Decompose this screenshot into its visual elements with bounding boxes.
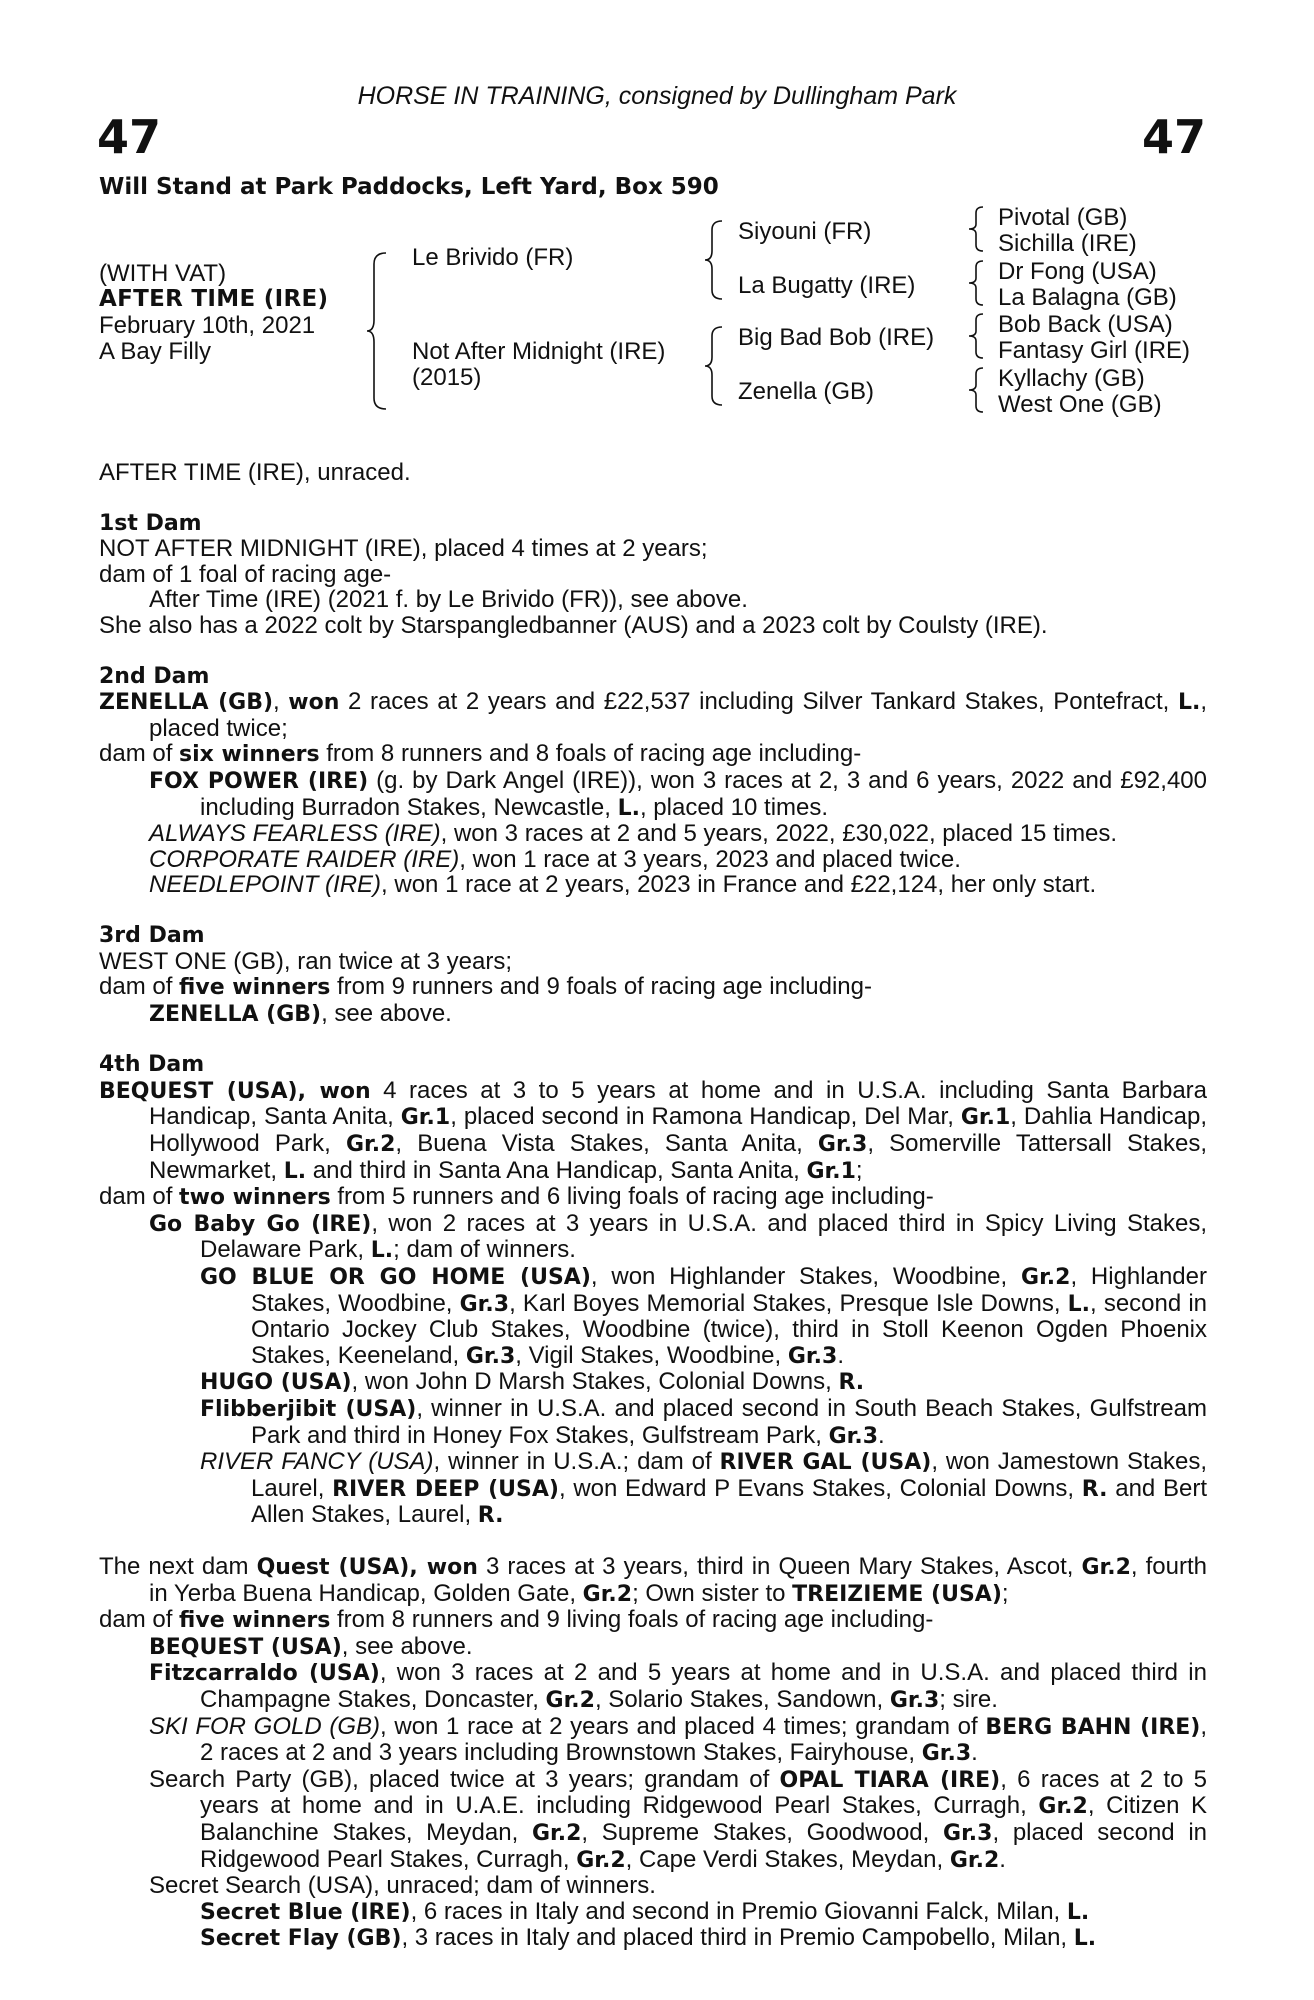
listed-label: L. <box>370 1238 394 1264</box>
record-text: , Solario Stakes, Sandown, <box>594 1685 884 1713</box>
listed-label: L. <box>1067 1291 1091 1317</box>
progeny-name: RIVER GAL (USA) <box>719 1450 932 1476</box>
next-dam-produce <box>99 1607 1207 1634</box>
dam-name: Not After Midnight (IRE) <box>412 338 666 365</box>
progeny-name: RIVER FANCY (USA) <box>200 1448 434 1476</box>
progeny-entry <box>99 847 1207 873</box>
progeny-entry <box>99 1369 1207 1396</box>
grade-label: Gr.1 <box>400 1105 451 1131</box>
winners-count: two winners <box>179 1185 331 1211</box>
record-text: dam of <box>99 1606 173 1634</box>
record-text: and third in Santa Ana Handicap, Santa Anita, <box>312 1156 800 1184</box>
pedigree-brace-dam <box>704 326 726 406</box>
won-label: , won <box>409 1554 478 1580</box>
progeny-name: NEEDLEPOINT (IRE) <box>149 871 382 899</box>
grade-label: Gr.1 <box>960 1105 1011 1131</box>
horse-name: AFTER TIME (IRE) <box>99 286 329 312</box>
record-text: , Cape Verdi Stakes, Meydan, <box>625 1845 944 1873</box>
record-text: , won 3 races at 2 and 5 years, 2022, £30,022, placed 15 times. <box>440 820 1118 848</box>
progeny-name: SKI FOR GOLD (GB) <box>149 1712 381 1740</box>
fourth-dam-name: BEQUEST (USA) <box>99 1078 298 1104</box>
winners-count: six winners <box>179 742 320 768</box>
progeny-name: HUGO (USA) <box>200 1370 352 1396</box>
restricted-label: R. <box>838 1370 865 1396</box>
grade-label: Gr.2 <box>949 1847 1000 1873</box>
horse-dob: February 10th, 2021 <box>99 312 316 339</box>
record-text: , second in Ontario Jockey Club Stakes, Woodbine (twice), third in Stoll Keenon Ogden Phoenix Stakes, Keeneland, <box>251 1289 1208 1369</box>
record-text: 4 races at 3 to 5 years at home and in U.S.A. including Santa Barbara Handicap, Santa Anita, <box>149 1076 1208 1131</box>
progeny-entry <box>99 1211 1207 1264</box>
ancestor-1: Pivotal (GB) <box>998 204 1128 231</box>
lot-number-left: 47 <box>97 110 162 164</box>
record-text: , fourth in Yerba Buena Handicap, Golden Gate, <box>149 1552 1207 1607</box>
pedigree-brace-main <box>366 252 390 410</box>
grade-label: Gr.2 <box>531 1820 582 1846</box>
record-text: 2 races at 2 years and £22,537 including Silver Tankard Stakes, Pontefract, <box>348 688 1170 716</box>
page-header-title: HORSE IN TRAINING, consigned by Dullingham Park <box>357 82 957 110</box>
progeny-entry <box>99 1899 1207 1926</box>
third-dam-record: WEST ONE (GB), ran twice at 3 years; <box>99 947 512 975</box>
grade-label: Gr.3 <box>943 1820 993 1846</box>
record-text: , Vigil Stakes, Woodbine, <box>515 1341 782 1369</box>
dam-dam-name: Zenella (GB) <box>738 378 875 405</box>
progeny-name: GO BLUE OR GO HOME (USA) <box>200 1265 591 1291</box>
progeny-entry <box>99 1660 1207 1713</box>
sister-name: TREIZIEME (USA) <box>792 1581 1002 1607</box>
record-text: , placed second in Ridgewood Pearl Stakes, Curragh, <box>200 1818 1208 1873</box>
sire-name: Le Brivido (FR) <box>412 244 574 271</box>
record-text: , won Edward P Evans Stakes, Colonial Downs, <box>558 1474 1075 1502</box>
third-dam-produce <box>99 974 1207 1001</box>
record-text: , 2 races at 2 and 3 years including Brownstown Stakes, Fairyhouse, <box>200 1712 1208 1767</box>
progeny-entry <box>99 1396 1207 1449</box>
record-text: , 3 races in Italy and placed third in Premio Campobello, Milan, <box>401 1924 1068 1952</box>
ancestor-3: Dr Fong (USA) <box>998 258 1157 285</box>
record-text: Search Party (GB), placed twice at 3 years; grandam of <box>149 1765 770 1793</box>
lot-number-right: 47 <box>1141 110 1206 164</box>
fourth-dam-heading: 4th Dam <box>99 1052 205 1078</box>
record-text: from 8 runners and 8 foals of racing age including- <box>326 740 862 768</box>
progeny-name: BERG BAHN (IRE) <box>985 1714 1201 1740</box>
record-text: , Supreme Stakes, Goodwood, <box>581 1818 930 1846</box>
record-text: , won Jamestown Stakes, Laurel, <box>251 1448 1208 1502</box>
record-text: , won 1 race at 2 years, 2023 in France and £22,124, her only start. <box>381 871 1097 899</box>
record-text: , placed twice; <box>149 688 1207 742</box>
record-text: , Dahlia Handicap, Hollywood Park, <box>149 1103 1208 1158</box>
horse-description: A Bay Filly <box>99 338 212 365</box>
stand-location: Will Stand at Park Paddocks, Left Yard, Box 590 <box>99 174 719 200</box>
pedigree-brace-g2 <box>968 260 986 306</box>
listed-label: L. <box>1066 1899 1090 1925</box>
record-text: . <box>971 1739 978 1767</box>
ancestor-8: West One (GB) <box>998 391 1162 418</box>
record-text: . <box>999 1845 1006 1873</box>
progeny-name: RIVER DEEP (USA) <box>332 1476 559 1502</box>
record-text: , won 1 race at 3 years, 2023 and placed twice. <box>459 845 961 873</box>
record-text: , Citizen K Balanchine Stakes, Meydan, <box>200 1792 1208 1846</box>
fourth-dam-record <box>99 1078 1207 1184</box>
next-dam-record <box>99 1554 1207 1607</box>
record-text: The next dam <box>99 1552 249 1580</box>
dam-sire-name: Big Bad Bob (IRE) <box>738 324 935 351</box>
progeny-name: Secret Blue (IRE) <box>200 1899 411 1925</box>
record-text: ; sire. <box>939 1685 998 1713</box>
progeny-name: ZENELLA (GB) <box>149 1001 322 1027</box>
record-text: from 9 runners and 9 foals of racing age including- <box>337 973 872 1001</box>
progeny-entry <box>99 1001 1207 1028</box>
progeny-name: BEQUEST (USA) <box>149 1634 342 1660</box>
progeny-name: Fitzcarraldo (USA) <box>149 1661 380 1687</box>
record-text: , Highlander Stakes, Woodbine, <box>251 1263 1207 1317</box>
listed-label: L. <box>1177 690 1201 716</box>
won-label: won <box>288 690 340 716</box>
progeny-entry <box>99 821 1207 847</box>
sire-dam-name: La Bugatty (IRE) <box>738 272 916 299</box>
record-text: ; dam of winners. <box>393 1236 576 1264</box>
pedigree-notes <box>99 460 1207 1952</box>
record-text: , won 3 races at 2 and 5 years at home and in U.S.A. and placed third in Champagne Stakes, Doncaster, <box>200 1659 1207 1713</box>
record-text: , placed 10 times. <box>639 793 829 821</box>
ancestor-6: Fantasy Girl (IRE) <box>998 337 1191 364</box>
progeny-entry <box>99 1634 1207 1661</box>
race-record-summary: AFTER TIME (IRE), unraced. <box>99 459 411 486</box>
grade-label: Gr.1 <box>806 1158 856 1184</box>
pedigree-brace-g1 <box>968 206 986 252</box>
progeny-entry <box>99 1714 1207 1767</box>
progeny-entry: Secret Search (USA), unraced; dam of winners. <box>149 1872 656 1900</box>
progeny-name: CORPORATE RAIDER (IRE) <box>149 845 460 873</box>
record-text: , see above. <box>321 999 452 1027</box>
first-dam-foals: dam of 1 foal of racing age- <box>99 560 392 588</box>
record-text: ; Own sister to <box>632 1579 786 1607</box>
record-text: , winner in U.S.A.; dam of <box>433 1448 712 1476</box>
grade-label: Gr.3 <box>889 1687 940 1713</box>
record-text: , won John D Marsh Stakes, Colonial Downs, <box>351 1368 832 1396</box>
won-label: , won <box>297 1078 371 1104</box>
record-text: (g. by Dark Angel (IRE)), won 3 races at 2, 3 and 6 years, 2022 and £92,400 including Burradon Stakes, Newcastle, <box>200 766 1207 821</box>
winners-count: five winners <box>179 975 331 1001</box>
record-text: ; <box>855 1156 863 1184</box>
progeny-entry <box>99 1767 1207 1873</box>
fourth-dam-produce <box>99 1184 1207 1211</box>
listed-label: L. <box>1073 1926 1097 1952</box>
first-dam-heading: 1st Dam <box>99 510 202 536</box>
progeny-entry <box>99 1264 1207 1369</box>
restricted-label: R. <box>1081 1476 1108 1502</box>
progeny-name: Secret Flay (GB) <box>200 1926 402 1952</box>
second-dam-produce <box>99 741 1207 768</box>
progeny-name: FOX POWER (IRE) <box>149 768 369 794</box>
record-text: , Somerville Tattersall Stakes, Newmarket, <box>149 1130 1208 1184</box>
progeny-name: Go Baby Go (IRE) <box>149 1211 372 1237</box>
grade-label: Gr.2 <box>582 1581 633 1607</box>
pedigree-brace-g4 <box>968 367 986 413</box>
first-dam-note: She also has a 2022 colt by Starspangledbanner (AUS) and a 2023 colt by Coulsty (IRE). <box>99 611 1048 639</box>
restricted-label: R. <box>477 1503 504 1529</box>
sire-sire-name: Siyouni (FR) <box>738 218 872 245</box>
record-text: dam of <box>99 1183 173 1211</box>
vat-label: (WITH VAT) <box>99 260 227 287</box>
record-text: from 8 runners and 9 living foals of racing age including- <box>337 1606 934 1634</box>
winners-count: five winners <box>179 1608 331 1634</box>
grade-label: Gr.3 <box>459 1291 510 1317</box>
record-text: dam of <box>99 740 173 768</box>
record-text: , won 2 races at 3 years in U.S.A. and placed third in Spicy Living Stakes, Delaware Park, <box>200 1209 1207 1264</box>
next-dam-name: Quest (USA) <box>256 1554 410 1580</box>
ancestor-5: Bob Back (USA) <box>998 311 1173 338</box>
grade-label: Gr.3 <box>787 1343 838 1369</box>
grade-label: Gr.2 <box>576 1847 626 1873</box>
second-dam-record: ZENELLA (GB), won 2 races at 2 years and £22,537 including Silver Tankard Stakes, Pontefract, L., placed twice; <box>99 688 1207 742</box>
listed-label: L. <box>617 795 640 821</box>
grade-label: Gr.3 <box>465 1343 516 1369</box>
second-dam-heading: 2nd Dam <box>99 663 210 689</box>
record-text: , Karl Boyes Memorial Stakes, Presque Isle Downs, <box>509 1289 1061 1317</box>
record-text: , Buena Vista Stakes, Santa Anita, <box>395 1130 803 1158</box>
record-text: ; <box>1001 1579 1009 1607</box>
record-text: , won 1 race at 2 years and placed 4 times; grandam of <box>380 1712 978 1740</box>
pedigree-brace-sire <box>704 220 726 300</box>
first-dam-line: NOT AFTER MIDNIGHT (IRE), placed 4 times at 2 years; <box>99 535 708 563</box>
record-text: . <box>837 1341 844 1369</box>
progeny-entry <box>99 1449 1207 1529</box>
first-dam-progeny: After Time (IRE) (2021 f. by Le Brivido (FR)), see above. <box>149 586 748 614</box>
listed-label: L. <box>283 1158 307 1184</box>
grade-label: Gr.3 <box>828 1423 879 1449</box>
grade-label: Gr.2 <box>1081 1554 1131 1580</box>
grade-label: Gr.3 <box>921 1741 972 1767</box>
grade-label: Gr.3 <box>817 1132 868 1158</box>
progeny-name: Flibberjibit (USA) <box>200 1397 417 1422</box>
second-dam-name: ZENELLA (GB) <box>99 690 274 716</box>
record-text: , 6 races at 2 to 5 years at home and in U.A.E. including Ridgewood Pearl Stakes, Curragh, <box>200 1765 1208 1820</box>
third-dam-heading: 3rd Dam <box>99 922 205 948</box>
progeny-name: OPAL TIARA (IRE) <box>779 1767 1001 1793</box>
ancestor-7: Kyllachy (GB) <box>998 365 1145 392</box>
record-text: , placed second in Ramona Handicap, Del Mar, <box>450 1103 954 1131</box>
pedigree-brace-g3 <box>968 313 986 359</box>
record-text: 3 races at 3 years, third in Queen Mary Stakes, Ascot, <box>485 1552 1074 1580</box>
progeny-entry <box>99 1925 1207 1952</box>
record-text: and Bert Allen Stakes, Laurel, <box>251 1474 1208 1529</box>
record-text: , see above. <box>341 1632 473 1660</box>
record-text: from 5 runners and 6 living foals of racing age including- <box>337 1183 934 1211</box>
record-text: . <box>878 1421 885 1449</box>
progeny-entry <box>99 768 1207 821</box>
grade-label: Gr.2 <box>1021 1265 1071 1291</box>
pedigree-chart <box>0 200 1314 430</box>
record-text: dam of <box>99 973 173 1001</box>
dam-year: (2015) <box>412 364 482 391</box>
grade-label: Gr.2 <box>1038 1794 1088 1820</box>
ancestor-2: Sichilla (IRE) <box>998 230 1137 257</box>
progeny-entry <box>99 872 1207 898</box>
ancestor-4: La Balagna (GB) <box>998 284 1177 311</box>
record-text: , winner in U.S.A. and placed second in South Beach Stakes, Gulfstream Park and third in Honey Fox Stakes, Gulfstream Park, <box>251 1395 1207 1449</box>
record-text: , 6 races in Italy and second in Premio Giovanni Falck, Milan, <box>410 1897 1061 1925</box>
grade-label: Gr.2 <box>545 1687 595 1713</box>
record-text: , won Highlander Stakes, Woodbine, <box>590 1263 1008 1291</box>
grade-label: Gr.2 <box>345 1132 396 1158</box>
progeny-name: ALWAYS FEARLESS (IRE) <box>149 820 441 848</box>
